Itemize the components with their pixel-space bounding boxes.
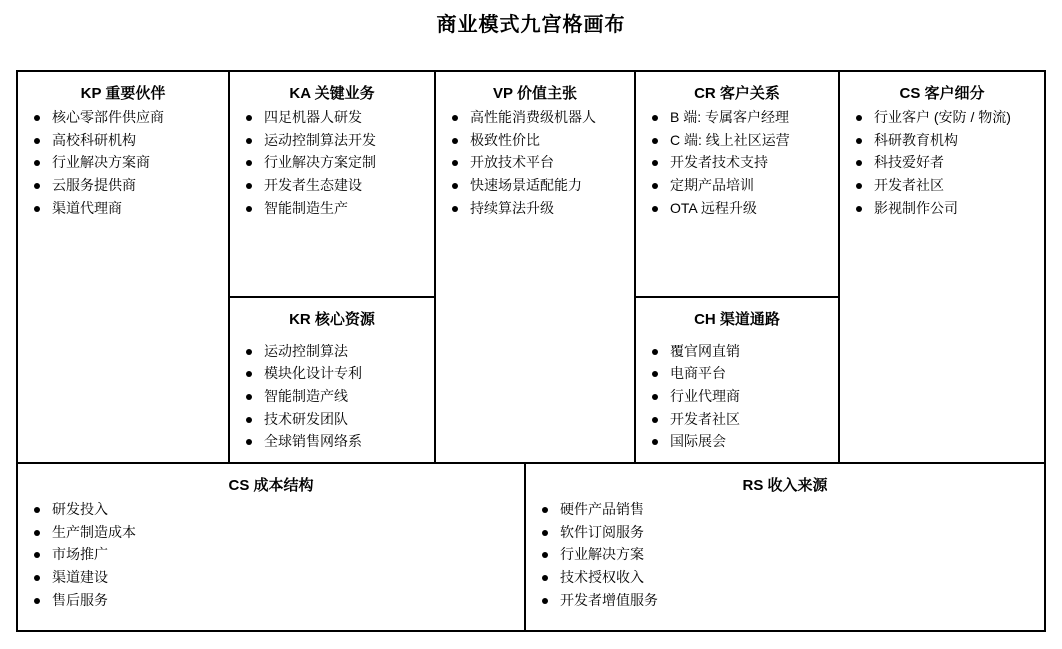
block-value-proposition (436, 72, 636, 462)
block-item-list (448, 107, 622, 220)
block-group-activities-resources (230, 72, 436, 462)
list-item: 渠道建设 (30, 567, 270, 589)
list-item: 定期产品培训 (648, 175, 826, 197)
list-item: 四足机器人研发 (242, 107, 422, 129)
list-item: 云服务提供商 (30, 175, 216, 197)
list-item: B 端: 专属客户经理 (648, 107, 826, 129)
block-title: CR 客户关系 (694, 85, 780, 102)
list-item: 硬件产品销售 (538, 499, 788, 521)
list-item: 科研教育机构 (852, 130, 1032, 152)
list-item: 行业解决方案商 (30, 152, 216, 174)
list-item: 行业客户 (安防 / 物流) (852, 107, 1032, 129)
page-title: 商业模式九宫格画布 (436, 14, 626, 36)
list-item: 智能制造生产 (242, 198, 422, 220)
block-revenue-streams (526, 464, 1044, 630)
list-item: 行业代理商 (648, 386, 826, 408)
block-customer-segments (840, 72, 1044, 462)
list-item: 渠道代理商 (30, 198, 216, 220)
list-item: C 端: 线上社区运营 (648, 130, 826, 152)
list-item: 全球销售网络系 (242, 431, 422, 453)
list-item: 行业解决方案定制 (242, 152, 422, 174)
block-item-list (30, 499, 270, 612)
list-item: 高性能消费级机器人 (448, 107, 622, 129)
list-item: 技术授权收入 (538, 567, 788, 589)
canvas-bottom-row (18, 464, 1044, 630)
block-title: CS 客户细分 (899, 85, 985, 102)
canvas-top-row (18, 72, 1044, 464)
block-title: RS 收入来源 (742, 477, 828, 494)
block-item-list (242, 107, 422, 220)
block-item-list (30, 107, 216, 220)
list-item: 开发者生态建设 (242, 175, 422, 197)
block-cost-structure (18, 464, 526, 630)
block-key-resources (230, 298, 434, 462)
list-item: 售后服务 (30, 590, 270, 612)
block-channels (636, 298, 838, 462)
list-item: 软件订阅服务 (538, 522, 788, 544)
list-item: 模块化设计专利 (242, 363, 422, 385)
block-item-list (242, 341, 422, 454)
block-item-list (538, 499, 788, 612)
list-item: 开发者社区 (648, 409, 826, 431)
block-item-list (852, 107, 1032, 220)
block-item-list (648, 107, 826, 220)
list-item: 极致性价比 (448, 130, 622, 152)
list-item: 开放技术平台 (448, 152, 622, 174)
list-item: 技术研发团队 (242, 409, 422, 431)
list-item: 电商平台 (648, 363, 826, 385)
block-title: CH 渠道通路 (694, 310, 780, 328)
list-item: 核心零部件供应商 (30, 107, 216, 129)
list-item: 运动控制算法开发 (242, 130, 422, 152)
list-item: 开发者增值服务 (538, 590, 788, 612)
block-title: KA 关键业务 (289, 85, 375, 102)
block-customer-relationships (636, 72, 838, 298)
list-item: OTA 远程升级 (648, 198, 826, 220)
block-title: KP 重要伙伴 (80, 85, 166, 102)
list-item: 科技爱好者 (852, 152, 1032, 174)
block-title: CS 成本结构 (228, 477, 314, 494)
list-item: 高校科研机构 (30, 130, 216, 152)
list-item: 影视制作公司 (852, 198, 1032, 220)
list-item: 运动控制算法 (242, 341, 422, 363)
list-item: 国际展会 (648, 431, 826, 453)
list-item: 快速场景适配能力 (448, 175, 622, 197)
list-item: 生产制造成本 (30, 522, 270, 544)
list-item: 行业解决方案 (538, 544, 788, 566)
list-item: 覆官网直销 (648, 341, 826, 363)
block-item-list (648, 341, 826, 454)
list-item: 市场推广 (30, 544, 270, 566)
block-title: KR 核心资源 (289, 310, 375, 328)
block-key-partners (18, 72, 230, 462)
block-key-activities (230, 72, 434, 298)
list-item: 开发者社区 (852, 175, 1032, 197)
list-item: 智能制造产线 (242, 386, 422, 408)
list-item: 开发者技术支持 (648, 152, 826, 174)
list-item: 研发投入 (30, 499, 270, 521)
list-item: 持续算法升级 (448, 198, 622, 220)
business-model-canvas (16, 70, 1046, 632)
block-group-relationships-channels (636, 72, 840, 462)
block-title: VP 价值主张 (493, 85, 577, 102)
